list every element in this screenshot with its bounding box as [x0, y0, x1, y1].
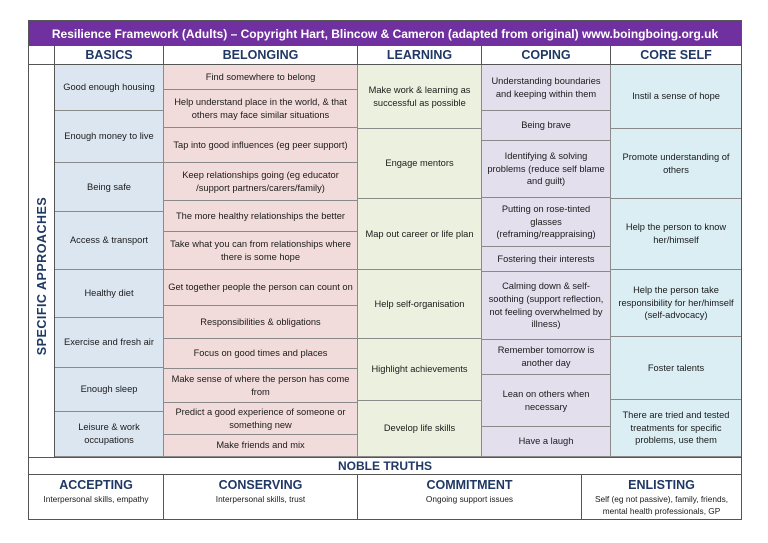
column-header-basics: BASICS — [55, 46, 164, 65]
column-header-learning: LEARNING — [358, 46, 482, 65]
noble-truth-subtitle: Ongoing support issues — [425, 494, 514, 504]
belonging-cell: Take what you can from relationships where there is some hope — [164, 232, 358, 270]
core-self-cell: Instil a sense of hope — [611, 65, 741, 129]
belonging-cell: Responsibilities & obligations — [164, 306, 358, 339]
noble-truth-subtitle: Interpersonal skills, empathy — [43, 494, 149, 504]
learning-cell: Make work & learning as successful as possible — [358, 65, 482, 129]
belonging-cell: Make friends and mix — [164, 435, 358, 457]
noble-truth-title: ACCEPTING — [59, 478, 133, 492]
basics-cell: Leisure & work occupations — [55, 412, 164, 457]
basics-cell: Enough sleep — [55, 368, 164, 412]
belonging-cell: Help understand place in the world, & that others may face similar situations — [164, 90, 358, 128]
noble-truth-subtitle: Interpersonal skills, trust — [215, 494, 306, 504]
belonging-cell: Make sense of where the person has come from — [164, 369, 358, 403]
belonging-cell: Tap into good influences (eg peer support) — [164, 128, 358, 163]
learning-cell: Map out career or life plan — [358, 199, 482, 270]
core-self-cell: There are tried and tested treatments for specific problems, use them — [611, 400, 741, 457]
coping-cell: Calming down & self-soothing (support reflection, not feeling overwhelmed by illness) — [482, 272, 611, 340]
noble-truth-title: ENLISTING — [628, 478, 695, 492]
side-label-column — [29, 46, 55, 457]
coping-cell: Remember tomorrow is another day — [482, 340, 611, 375]
noble-truths-heading: NOBLE TRUTHS — [29, 457, 741, 475]
core-self-cell: Foster talents — [611, 337, 741, 400]
core-self-cell: Promote understanding of others — [611, 129, 741, 199]
noble-truth-accepting — [29, 475, 164, 520]
column-header-coping: COPING — [482, 46, 611, 65]
belonging-cell: The more healthy relationships the better — [164, 201, 358, 232]
learning-cell: Help self-organisation — [358, 270, 482, 339]
specific-approaches-label: SPECIFIC APPROACHES — [35, 196, 49, 356]
belonging-cell: Focus on good times and places — [164, 339, 358, 369]
basics-cell: Enough money to live — [55, 111, 164, 163]
column-header-core-self: CORE SELF — [611, 46, 741, 65]
coping-cell: Lean on others when necessary — [482, 375, 611, 427]
coping-cell: Have a laugh — [482, 427, 611, 457]
column-header-belonging: BELONGING — [164, 46, 358, 65]
basics-cell: Exercise and fresh air — [55, 318, 164, 368]
noble-truth-subtitle: Self (eg not passive), family, friends, mental health professionals, GP — [594, 494, 729, 516]
belonging-cell: Keep relationships going (eg educator /support partners/carers/family) — [164, 163, 358, 201]
coping-cell: Being brave — [482, 111, 611, 141]
coping-cell: Understanding boundaries and keeping within them — [482, 65, 611, 111]
resilience-framework-table — [28, 20, 742, 520]
coping-cell: Putting on rose-tinted glasses (reframing/reappraising) — [482, 198, 611, 247]
noble-truth-conserving — [164, 475, 358, 520]
coping-cell: Fostering their interests — [482, 247, 611, 272]
noble-truth-enlisting — [582, 475, 741, 520]
learning-cell: Highlight achievements — [358, 339, 482, 401]
basics-cell: Healthy diet — [55, 270, 164, 318]
coping-cell: Identifying & solving problems (reduce self blame and guilt) — [482, 141, 611, 198]
belonging-cell: Get together people the person can count on — [164, 270, 358, 306]
noble-truth-title: COMMITMENT — [426, 478, 513, 492]
belonging-cell: Predict a good experience of someone or something new — [164, 403, 358, 435]
basics-cell: Good enough housing — [55, 65, 164, 111]
framework-title: Resilience Framework (Adults) – Copyright Hart, Blincow & Cameron (adapted from original) www.boingboing.org.uk — [29, 21, 741, 46]
basics-cell: Being safe — [55, 163, 164, 212]
belonging-cell: Find somewhere to belong — [164, 65, 358, 90]
noble-truth-commitment — [358, 475, 582, 520]
core-self-cell: Help the person take responsibility for her/himself (self-advocacy) — [611, 270, 741, 337]
noble-truth-title: CONSERVING — [218, 478, 303, 492]
core-self-cell: Help the person to know her/himself — [611, 199, 741, 270]
basics-cell: Access & transport — [55, 212, 164, 270]
learning-cell: Engage mentors — [358, 129, 482, 199]
learning-cell: Develop life skills — [358, 401, 482, 457]
